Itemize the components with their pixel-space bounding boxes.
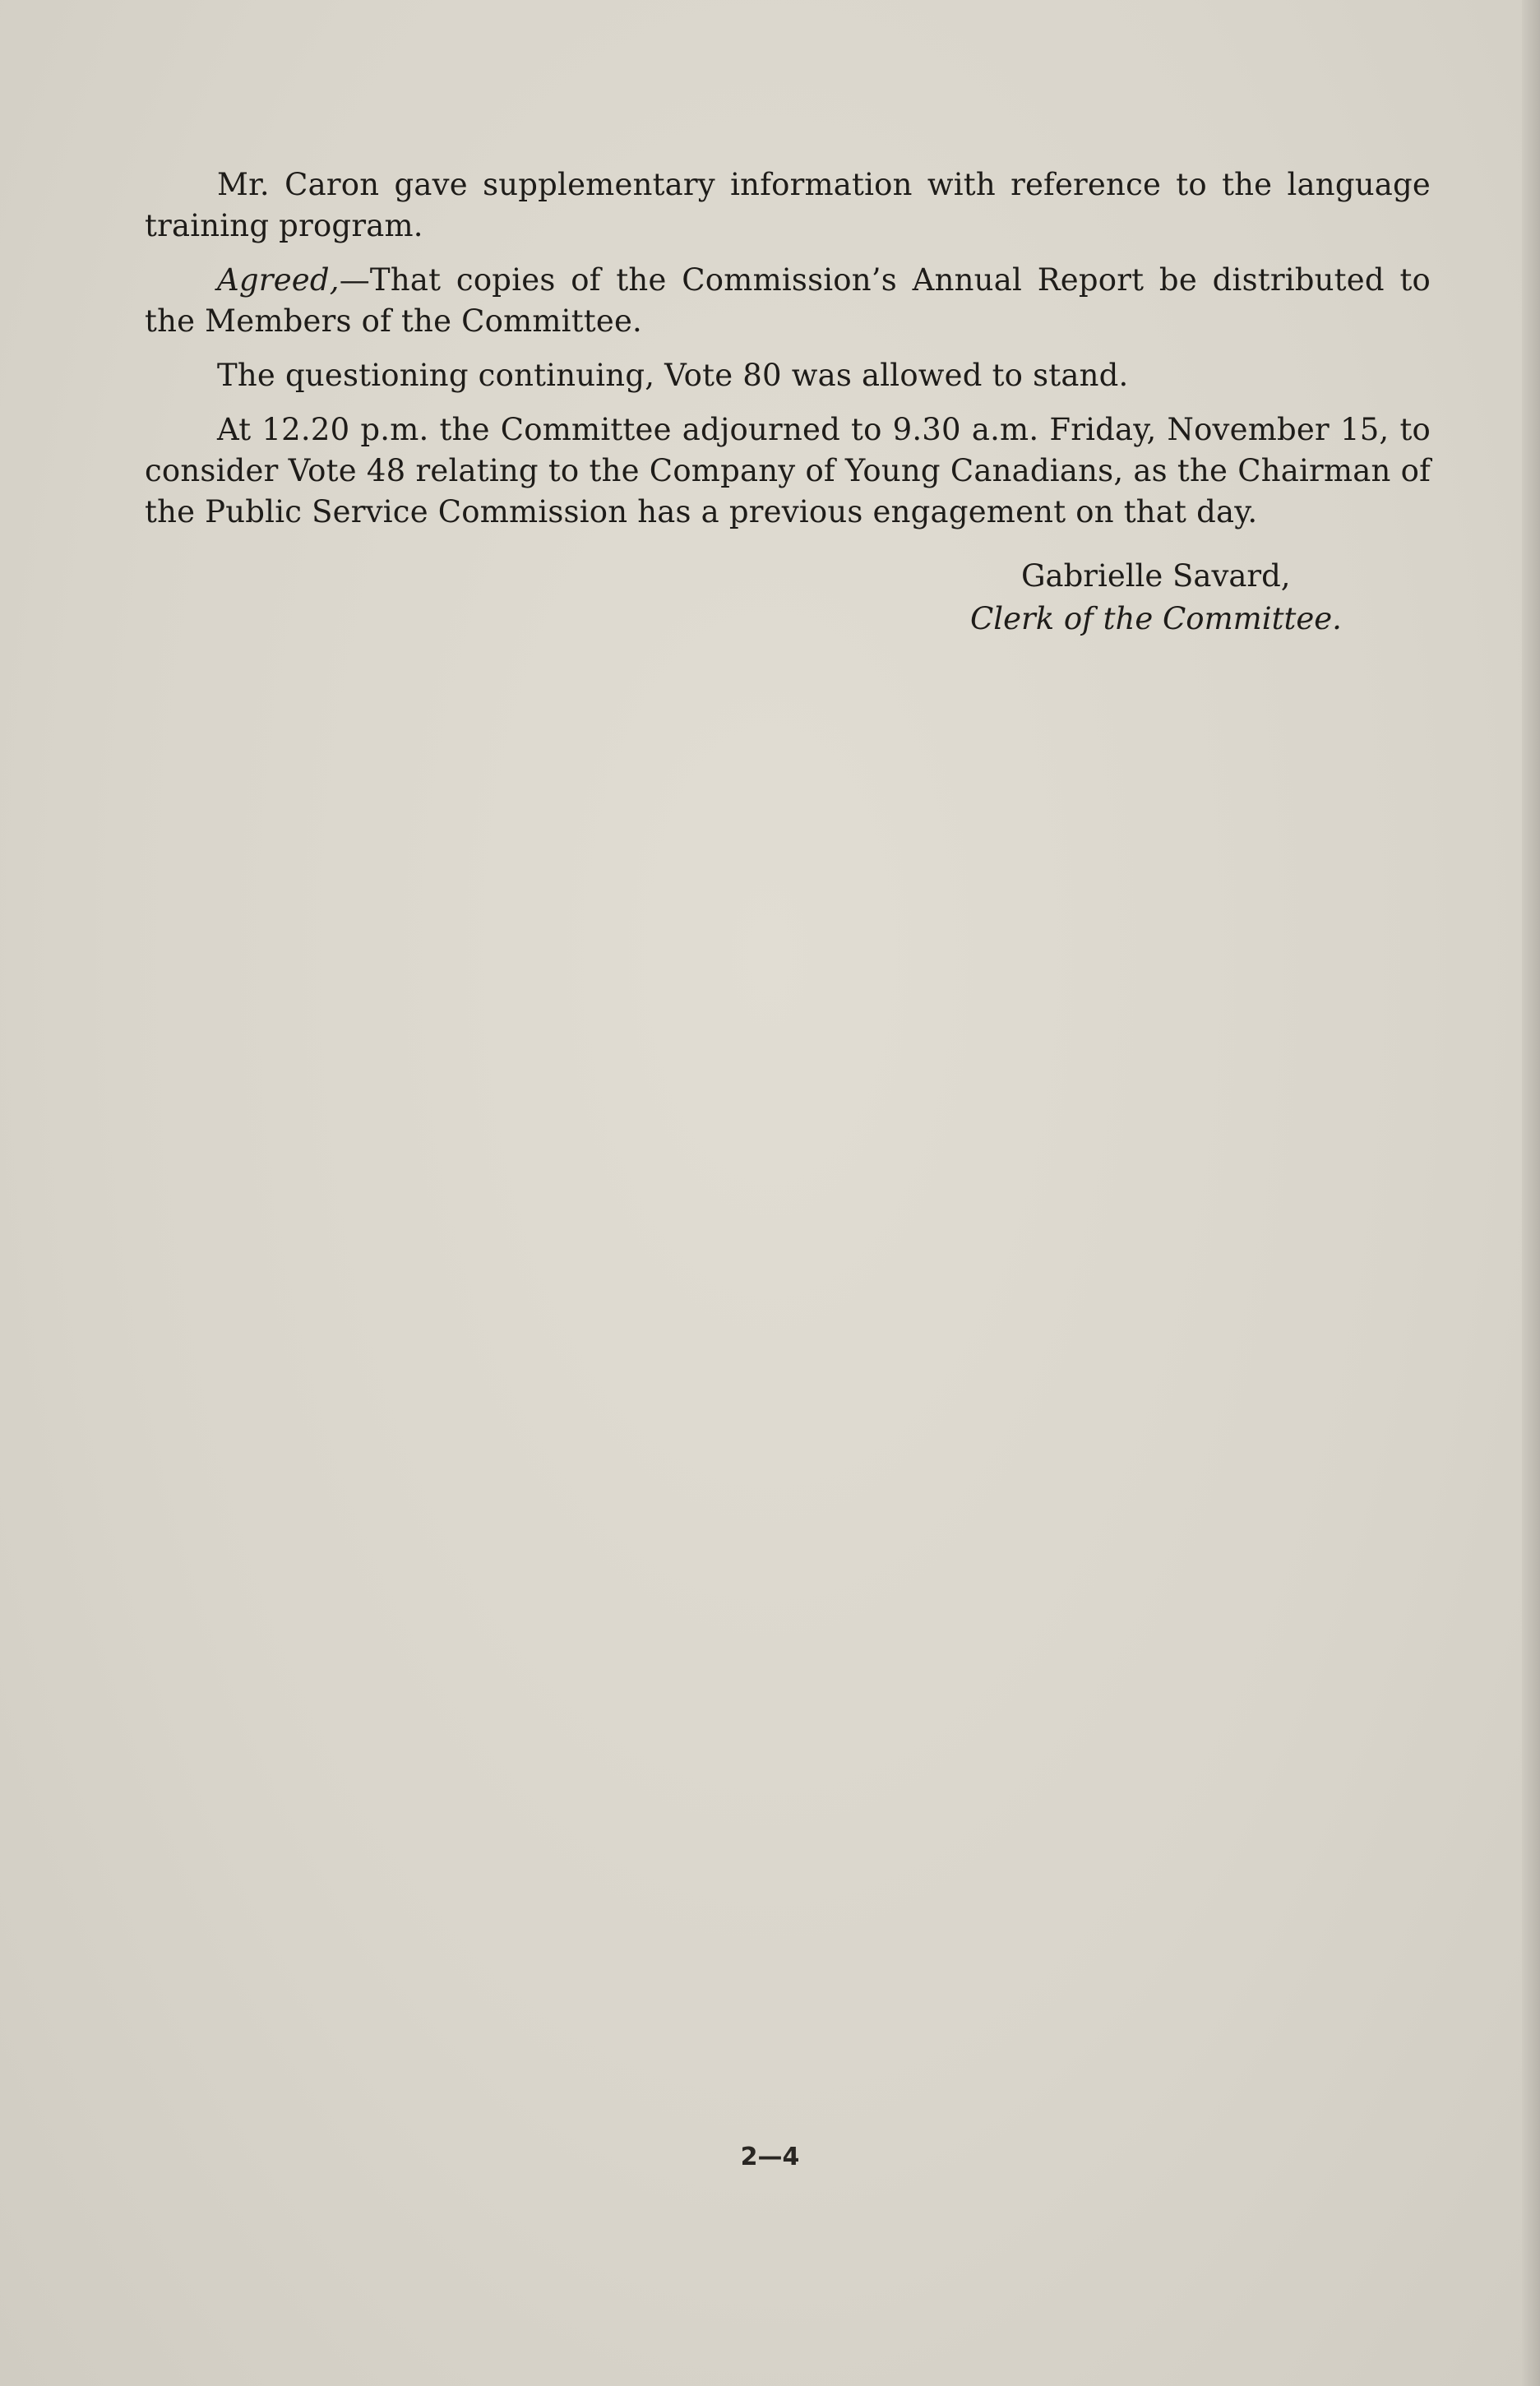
- agreed-label: Agreed,: [217, 262, 340, 298]
- clerk-name: Gabrielle Savard,: [1021, 558, 1291, 594]
- signature-block: [970, 555, 1342, 640]
- minutes-body: [145, 164, 1431, 533]
- page-number: 2—4: [740, 2143, 800, 2171]
- paragraph-text: The questioning continuing, Vote 80 was allowed to stand.: [217, 358, 1129, 393]
- paragraph-questioning: [145, 355, 1431, 396]
- paragraph-text: At 12.20 p.m. the Committee adjourned to 9.30 a.m. Friday, November 15, to consider Vote 48 relating to the Company of Young Canadians, as the Chairman of the Public Service Commission has a previous engagement on that day.: [145, 412, 1431, 529]
- paragraph-text: —That copies of the Commission’s Annual Report be distributed to the Members of the Committee.: [145, 262, 1431, 339]
- clerk-title: Clerk of the Committee.: [970, 601, 1342, 636]
- page-edge-shadow: [1522, 0, 1540, 2386]
- paragraph-agreed-report: [145, 260, 1431, 342]
- paragraph-supplementary-info: [145, 164, 1431, 247]
- paragraph-adjournment: [145, 409, 1431, 533]
- paragraph-text: Mr. Caron gave supplementary information with reference to the language training program.: [145, 167, 1431, 243]
